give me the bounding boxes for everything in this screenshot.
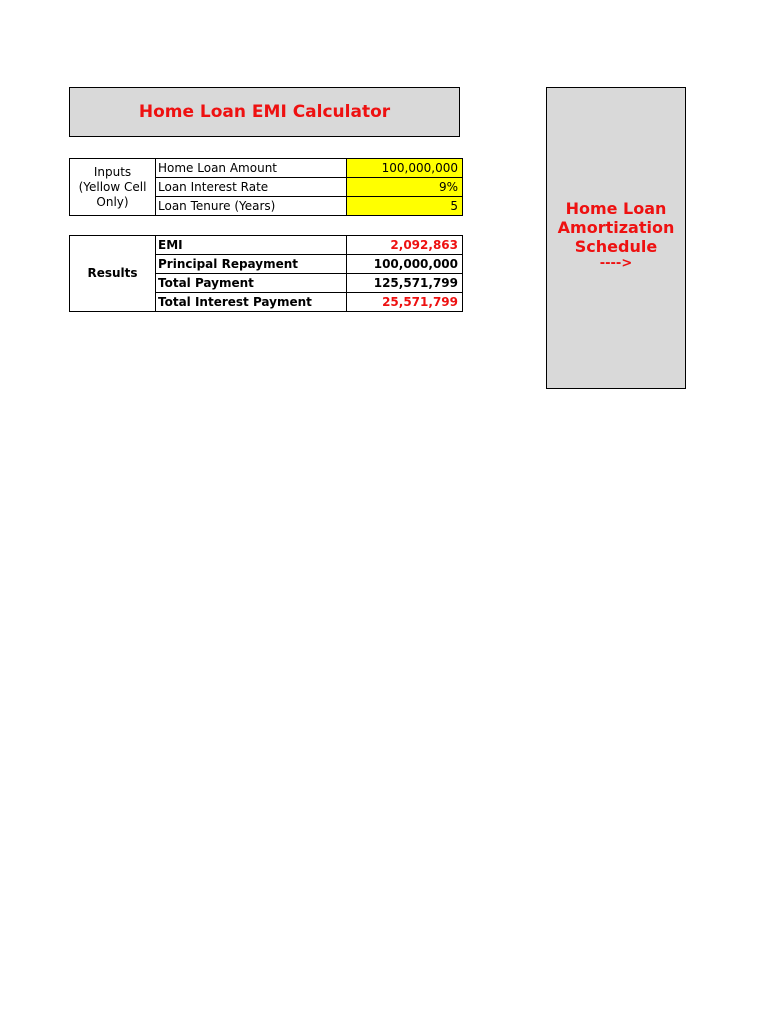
inputs-table [69, 158, 463, 216]
amortization-schedule-title: Home Loan Amortization Schedule [557, 198, 675, 256]
total-payment-value: 125,571,799 [347, 274, 463, 293]
total-interest-payment-value: 25,571,799 [347, 293, 463, 312]
loan-interest-rate-label: Loan Interest Rate [156, 178, 347, 197]
arrow-right-icon: ----> [599, 255, 633, 271]
principal-repayment-label: Principal Repayment [156, 255, 347, 274]
total-payment-label: Total Payment [156, 274, 347, 293]
table-row [70, 236, 463, 255]
emi-label: EMI [156, 236, 347, 255]
emi-value: 2,092,863 [347, 236, 463, 255]
loan-tenure-label: Loan Tenure (Years) [156, 197, 347, 216]
results-label: Results [70, 236, 156, 312]
inputs-label: Inputs (Yellow Cell Only) [70, 159, 156, 216]
home-loan-amount-input[interactable]: 100,000,000 [347, 159, 463, 178]
table-row [70, 159, 463, 178]
total-interest-payment-label: Total Interest Payment [156, 293, 347, 312]
page-title: Home Loan EMI Calculator [69, 87, 460, 137]
home-loan-amount-label: Home Loan Amount [156, 159, 347, 178]
amortization-schedule-link[interactable] [546, 87, 686, 389]
principal-repayment-value: 100,000,000 [347, 255, 463, 274]
loan-interest-rate-input[interactable]: 9% [347, 178, 463, 197]
loan-tenure-input[interactable]: 5 [347, 197, 463, 216]
results-table [69, 235, 463, 312]
